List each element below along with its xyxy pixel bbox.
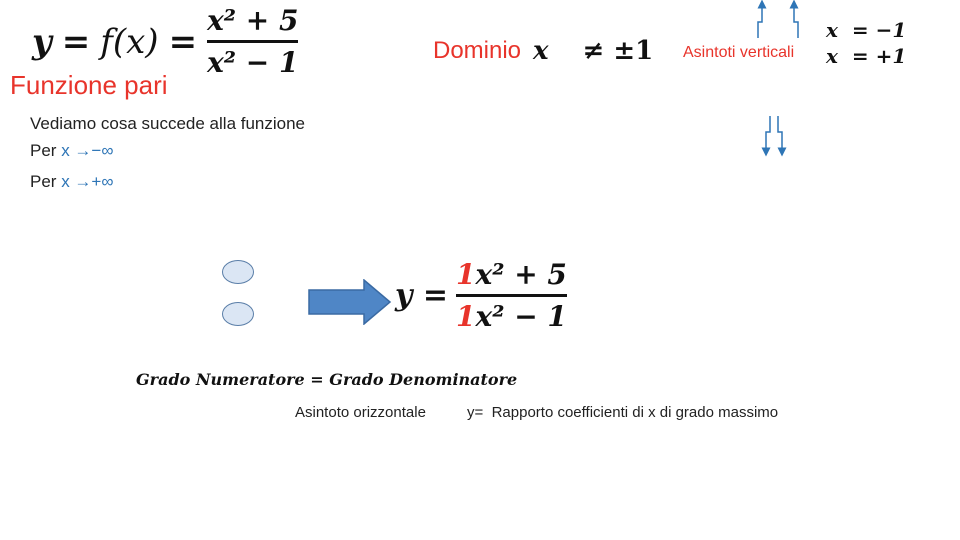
vertical-asymptote-eq1: x = −1: [826, 18, 907, 42]
horizontal-asymptote-rule: y= Rapporto coefficienti di x di grado massimo: [467, 404, 779, 421]
domain-label: Dominio: [433, 37, 522, 64]
down-arrows-icon: [758, 112, 798, 162]
fraction-bar: [207, 40, 298, 43]
formula-2-denominator: [456, 300, 567, 333]
vertical-asymptotes-label: Asintoti verticali: [683, 44, 795, 61]
domain-condition: ≠ ±1: [582, 36, 654, 66]
intro-line-3: [30, 172, 113, 192]
intro-line-2-expr: x →−∞: [61, 141, 114, 160]
formula-equals-2: =: [168, 21, 198, 62]
domain-block: [433, 36, 653, 66]
formula-2-lhs: y =: [395, 278, 449, 313]
domain-var: x: [533, 36, 549, 66]
formula-fraction: [207, 4, 298, 79]
right-arrow-icon: [308, 279, 392, 325]
formula-y: y: [32, 21, 52, 62]
intro-line-1: Vediamo cosa succede alla funzione: [30, 114, 306, 133]
formula-numerator: x² + 5: [207, 4, 299, 37]
grado-text: Grado Numeratore = Grado Denominatore: [136, 370, 518, 389]
intro-line-2: [30, 141, 113, 161]
intro-line-2-prefix: Per: [30, 141, 57, 160]
intro-line-3-prefix: Per: [30, 172, 57, 191]
formula-2-bar: [456, 294, 567, 297]
formula-fx: f(x): [100, 21, 159, 62]
formula-2-den-coef: 1: [456, 300, 476, 333]
formula-2-den-rest: x² − 1: [475, 300, 567, 333]
formula-equals-1: =: [61, 21, 91, 62]
formula-2-num-rest: x² + 5: [475, 258, 567, 291]
up-arrows-icon: [750, 0, 820, 50]
formula-2: [395, 258, 567, 333]
formula-denominator: x² − 1: [207, 46, 299, 79]
subtitle: Funzione pari: [10, 70, 168, 100]
formula-2-numerator: [456, 258, 567, 291]
oval-bottom: [222, 302, 254, 326]
oval-top: [222, 260, 254, 284]
vertical-asymptote-eq2: x = +1: [826, 44, 907, 68]
formula-2-fraction: [456, 258, 567, 333]
main-formula: [32, 4, 298, 79]
intro-line-3-expr: x →+∞: [61, 172, 114, 191]
formula-2-num-coef: 1: [456, 258, 476, 291]
horizontal-asymptote-label: Asintoto orizzontale: [295, 404, 426, 421]
